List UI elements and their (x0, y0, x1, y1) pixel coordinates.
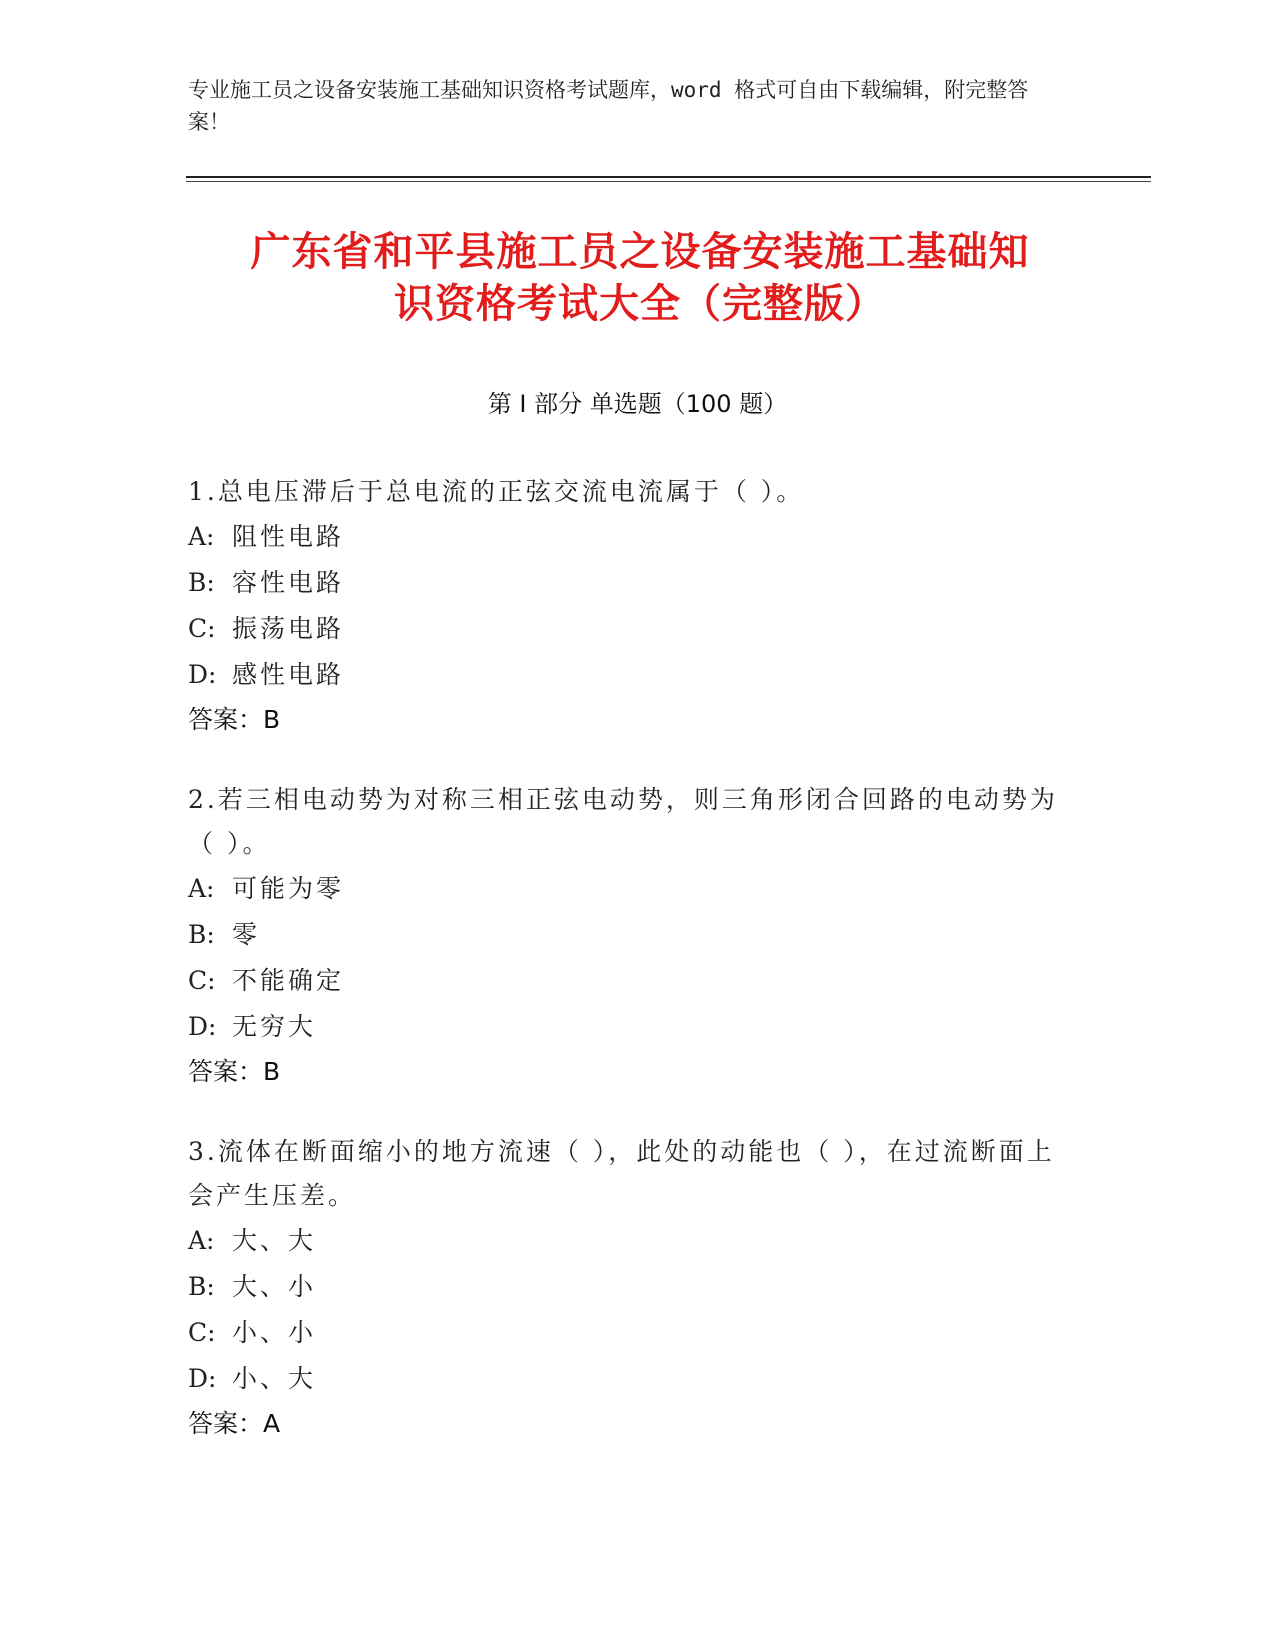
option-a (188, 514, 1068, 560)
header-divider (186, 176, 1151, 182)
option-b (188, 560, 1068, 606)
option-d (188, 1356, 1068, 1402)
question-stem: 3.流体在断面缩小的地方流速（ ），此处的动能也（ ），在过流断面上会产生压差。 (188, 1137, 1055, 1210)
option-key: C: (188, 966, 216, 995)
title-line-1: 广东省和平县施工员之设备安装施工基础知 (250, 229, 1030, 275)
question-stem: 1.总电压滞后于总电流的正弦交流电流属于（ ）。 (188, 477, 805, 506)
document-title (180, 226, 1100, 330)
option-b (188, 1264, 1068, 1310)
option-key: A: (188, 874, 215, 903)
option-text: 无穷大 (232, 1012, 317, 1041)
option-text: 大、大 (232, 1226, 317, 1255)
option-text: 感性电路 (232, 660, 345, 689)
option-text: 不能确定 (232, 966, 345, 995)
option-a (188, 866, 1068, 912)
option-key: C: (188, 1318, 216, 1347)
option-key: D: (188, 1364, 217, 1393)
option-a (188, 1218, 1068, 1264)
option-key: C: (188, 614, 216, 643)
option-text: 零 (232, 920, 261, 949)
option-b (188, 912, 1068, 958)
question-list (188, 470, 1068, 1482)
option-key: B: (188, 920, 215, 949)
option-c (188, 606, 1068, 652)
option-key: D: (188, 1012, 217, 1041)
header-note: 专业施工员之设备安装施工基础知识资格考试题库，word 格式可自由下载编辑，附完整答案！ (188, 78, 1029, 134)
question-3 (188, 1130, 1068, 1446)
option-text: 阻性电路 (232, 522, 345, 551)
option-text: 可能为零 (232, 874, 345, 903)
option-key: A: (188, 522, 215, 551)
option-c (188, 958, 1068, 1004)
question-2 (188, 778, 1068, 1094)
option-c (188, 1310, 1068, 1356)
title-line-2: 识资格考试大全（完整版） (394, 281, 886, 327)
option-text: 振荡电路 (232, 614, 345, 643)
option-d (188, 1004, 1068, 1050)
option-text: 大、小 (232, 1272, 317, 1301)
answer-line: 答案：A (188, 1409, 281, 1438)
section-heading: 第 I 部分 单选题（100 题） (487, 390, 788, 418)
option-key: A: (188, 1226, 215, 1255)
option-text: 小、小 (232, 1318, 317, 1347)
answer-line: 答案：B (188, 1057, 281, 1086)
option-text: 小、大 (232, 1364, 317, 1393)
answer-line: 答案：B (188, 705, 281, 734)
option-d (188, 652, 1068, 698)
option-key: B: (188, 568, 215, 597)
question-1 (188, 470, 1068, 742)
option-key: B: (188, 1272, 215, 1301)
option-key: D: (188, 660, 217, 689)
option-text: 容性电路 (232, 568, 345, 597)
question-stem: 2.若三相电动势为对称三相正弦电动势，则三角形闭合回路的电动势为（ ）。 (188, 785, 1058, 858)
